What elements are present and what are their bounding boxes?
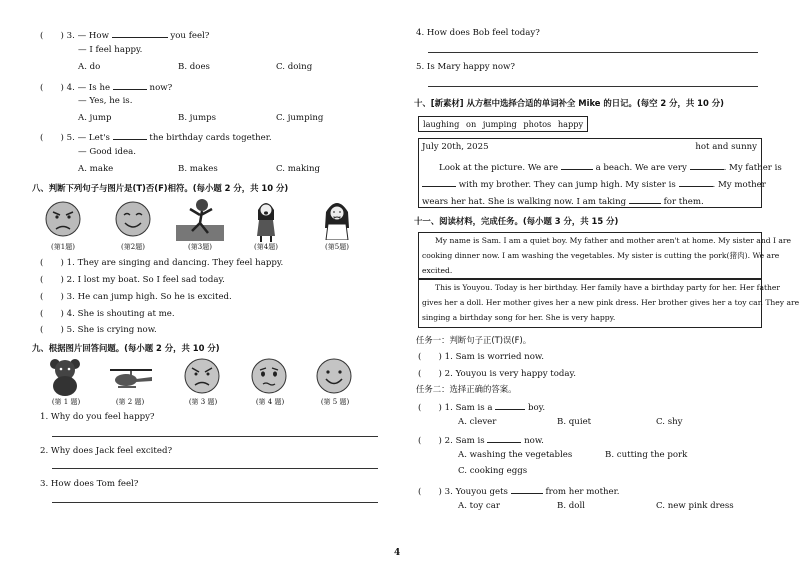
answer-paren[interactable]: ( ) — [40, 309, 64, 319]
section-8-title: 八、判断下列句子与图片是(T)否(F)相符。(每小题 2 分，共 10 分) — [32, 183, 289, 193]
tf-item: ( ) 3. He can jump high. So he is excited. — [40, 292, 232, 302]
happy-face-picture — [315, 357, 353, 395]
tf-item: ( ) 2. Youyou is very happy today. — [418, 369, 576, 379]
question-5: ( ) 5. — Let's the birthday cards together. — [40, 130, 272, 143]
option-b: B. jumps — [178, 113, 217, 123]
fill-blank[interactable] — [487, 433, 521, 443]
diary-weather: hot and sunny — [695, 142, 757, 152]
answer-line[interactable] — [428, 52, 758, 53]
option-c: C. cooking eggs — [458, 466, 528, 476]
answer-line[interactable] — [428, 86, 758, 87]
question-text: 5. Is Mary happy now? — [416, 62, 516, 72]
tf-item: ( ) 2. I lost my boat. So I feel sad today. — [40, 275, 225, 285]
option-b: B. makes — [178, 164, 218, 174]
choice-question-1: ( ) 1. Sam is a boy. — [418, 400, 545, 413]
question-4: ( ) 4. — Is he now? — [40, 80, 172, 93]
fill-blank[interactable] — [679, 177, 713, 187]
answer-line[interactable] — [52, 502, 378, 503]
task-1-title: 任务一：判断句子正(T)误(F)。 — [416, 335, 532, 345]
angry-face-picture — [183, 357, 221, 395]
section-10-title: 十、[新素材] 从方框中选择合适的单词补全 Mike 的日记。(每空 2 分，共 10 分) — [414, 98, 724, 108]
task-2-title: 任务二：选择正确的答案。 — [416, 384, 517, 394]
word-box: laughing on jumping photos happy — [418, 116, 588, 132]
option-b: B. cutting the pork — [605, 450, 688, 460]
option-b: B. quiet — [557, 417, 592, 427]
left-column: ( ) 3. — How you feel? — I feel happy. A. do B. does C. doing ( ) 4. — Is he now? — Yes, he is. A. jump B. jumps C. jumping ( ) 5. — Let's the birthday cards together. — Good idea. A. make B. makes C. making 八、判断下列句子与图片是(T)否(F)相符。(每小题 2 分，共 10 分) (第1题) (第2题) (第3题) (第4题) (第5题) ( ) 1. They are singing and dancing. They feel happy. ( ) 2. I lost my boat. So I feel sad today. ( ) 3. He can jump high. So he is excited. ( ) 4. She is shouting at me. ( ) 5. She is crying now. 九、根据图片回答问题。(每小题 2 分，共 10 分) (第 1 题) (第 2 题) (第 3 题) (第 4 题) (第 5 题) 1. Why do you feel happy? 2. Why does Jack feel excited? 3. How does Tom feel? — [40, 0, 390, 566]
answer-paren[interactable]: ( ) — [418, 436, 442, 446]
answer-paren[interactable]: ( ) — [418, 487, 442, 497]
page-number: 4 — [394, 548, 401, 558]
option-c: C. shy — [656, 417, 683, 427]
option-a: A. clever — [458, 417, 497, 427]
answer-line[interactable] — [52, 468, 378, 469]
section-11-title: 十一、阅读材料，完成任务。(每小题 3 分，共 15 分) — [414, 216, 619, 226]
answer-line[interactable] — [52, 436, 378, 437]
option-a: A. toy car — [458, 501, 500, 511]
answer-paren[interactable]: ( ) — [418, 403, 442, 413]
answer-paren[interactable]: ( ) — [40, 325, 64, 335]
option-b: B. doll — [557, 501, 585, 511]
diary-line-2: with my brother. They can jump high. My sister is . My mother — [422, 177, 766, 190]
answer-paren[interactable]: ( ) — [40, 133, 64, 143]
teddy-bear-picture — [46, 357, 84, 397]
option-a: A. jump — [78, 113, 112, 123]
dialog-line: — Good idea. — [78, 147, 136, 157]
toy-helicopter-picture — [106, 367, 156, 391]
section-9-title: 九、根据图片回答问题。(每小题 2 分，共 10 分) — [32, 343, 220, 353]
boy-jumping-picture — [176, 197, 224, 241]
answer-paren[interactable]: ( ) — [418, 369, 442, 379]
fill-blank[interactable] — [690, 160, 724, 170]
question-text: 2. Why does Jack feel excited? — [40, 446, 173, 456]
answer-paren[interactable]: ( ) — [40, 275, 64, 285]
option-c: C. making — [276, 164, 320, 174]
fill-blank[interactable] — [561, 160, 593, 170]
fill-blank[interactable] — [112, 28, 168, 38]
answer-paren[interactable]: ( ) — [40, 83, 64, 93]
diary-line-3: wears her hat. She is walking now. I am taking for them. — [422, 194, 704, 207]
worried-face-picture — [250, 357, 288, 395]
choice-question-2: ( ) 2. Sam is now. — [418, 433, 544, 446]
question-text: 1. Why do you feel happy? — [40, 412, 155, 422]
answer-paren[interactable]: ( ) — [40, 292, 64, 302]
fill-blank[interactable] — [629, 194, 661, 204]
question-text: 3. How does Tom feel? — [40, 479, 139, 489]
right-column — [412, 0, 800, 566]
tf-item: ( ) 4. She is shouting at me. — [40, 309, 175, 319]
tf-item: ( ) 1. Sam is worried now. — [418, 352, 544, 362]
question-3: ( ) 3. — How you feel? — [40, 28, 209, 41]
answer-paren[interactable]: ( ) — [418, 352, 442, 362]
diary-date: July 20th, 2025 — [422, 142, 489, 152]
diary-box — [418, 138, 782, 208]
answer-paren[interactable]: ( ) — [40, 258, 64, 268]
diary-line-1: Look at the picture. We are a beach. We are very . My father is — [439, 160, 782, 173]
fill-blank[interactable] — [113, 80, 147, 90]
tf-item: ( ) 1. They are singing and dancing. They feel happy. — [40, 258, 284, 268]
dialog-line: — Yes, he is. — [78, 96, 133, 106]
option-c: C. new pink dress — [656, 501, 734, 511]
option-a: A. do — [78, 62, 101, 72]
angry-face-picture — [44, 200, 82, 238]
fill-blank[interactable] — [511, 484, 543, 494]
fill-blank[interactable] — [495, 400, 525, 410]
option-c: C. jumping — [276, 113, 324, 123]
tf-item: ( ) 5. She is crying now. — [40, 325, 157, 335]
dialog-line: — I feel happy. — [78, 45, 143, 55]
reading-passage-1: My name is Sam. I am a quiet boy. My father and mother aren't at home. My sister and I are cooking dinner now. I am washing the vegetables. My sister is cutting the pork(猪肉). We are excited. — [418, 232, 762, 280]
question-text: 4. How does Bob feel today? — [416, 28, 540, 38]
answer-paren[interactable]: ( ) — [40, 31, 64, 41]
fill-blank[interactable] — [113, 130, 147, 140]
option-b: B. does — [178, 62, 210, 72]
girl-shouting-picture — [252, 198, 280, 242]
option-a: A. washing the vegetables — [458, 450, 573, 460]
option-c: C. doing — [276, 62, 313, 72]
smiling-face-picture — [114, 200, 152, 238]
fill-blank[interactable] — [422, 177, 456, 187]
option-a: A. make — [78, 164, 114, 174]
choice-question-3: ( ) 3. Youyou gets from her mother. — [418, 484, 620, 497]
reading-passage-2: This is Youyou. Today is her birthday. Her family have a birthday party for her. Her father gives her a doll. Her mother gives her a new pink dress. Her brother gives her a toy car. They are singing a birthday song for her. She is very happy. — [418, 278, 762, 328]
girl-crying-picture — [322, 198, 352, 240]
